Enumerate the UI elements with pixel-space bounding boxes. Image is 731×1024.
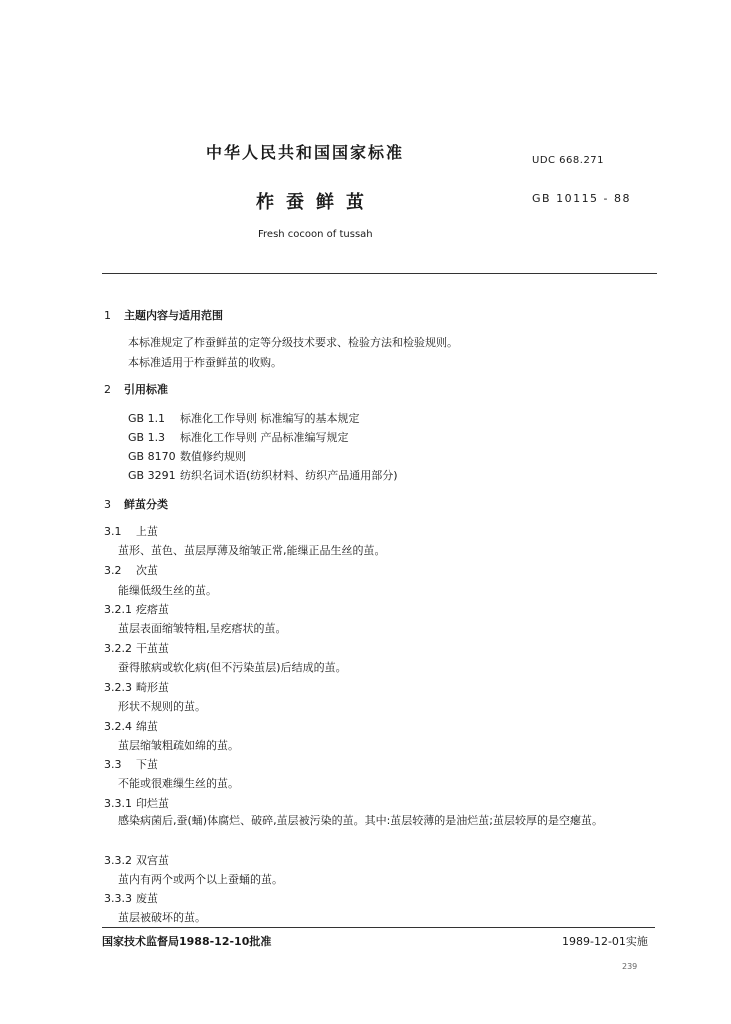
clause-heading <box>104 679 169 695</box>
clause-heading <box>104 562 158 578</box>
clause-number: 3.3.1 <box>104 797 132 810</box>
reference-code: GB 1.1 <box>128 412 166 425</box>
clause-definition: 形状不规则的茧。 <box>118 700 206 713</box>
clause-number: 3.3.2 <box>104 854 132 867</box>
clause-definition: 不能或很难缫生丝的茧。 <box>118 777 239 790</box>
clause-label: 畸形茧 <box>136 681 169 694</box>
footer-rule <box>102 927 655 928</box>
clause-heading <box>104 718 158 734</box>
page-number: 239 <box>622 962 638 971</box>
clause-heading <box>104 523 158 539</box>
header-rule <box>102 273 657 274</box>
clause-definition: 茧层缩皱粗疏如绵的茧。 <box>118 739 239 752</box>
paragraph: 本标准适用于柞蚕鲜茧的收购。 <box>128 356 282 369</box>
clause-label: 次茧 <box>136 564 158 577</box>
clause-heading <box>104 852 169 868</box>
clause-label: 上茧 <box>136 525 158 538</box>
udc-number: UDC 668.271 <box>532 155 605 166</box>
section-number: 3 <box>104 498 111 511</box>
clause-number: 3.2.4 <box>104 720 132 733</box>
clause-definition: 蚕得脓病或软化病(但不污染茧层)后结成的茧。 <box>118 661 347 674</box>
clause-definition: 茧层被破坏的茧。 <box>118 911 206 924</box>
section-title: 主题内容与适用范围 <box>124 309 223 322</box>
effective-date: 1989-12-01实施 <box>562 935 648 948</box>
national-standard-heading: 中华人民共和国国家标准 <box>206 143 405 162</box>
reference-item <box>128 467 398 483</box>
clause-heading <box>104 640 169 656</box>
reference-title: 纺织名词术语(纺织材料、纺织产品通用部分) <box>180 469 398 482</box>
clause-number: 3.1 <box>104 525 122 538</box>
clause-heading <box>104 601 169 617</box>
clause-definition: 茧形、茧色、茧层厚薄及缩皱正常,能缫正品生丝的茧。 <box>118 544 386 557</box>
clause-number: 3.2.1 <box>104 603 132 616</box>
reference-code: GB 8170 <box>128 450 176 463</box>
clause-definition: 茧层表面缩皱特粗,呈疙瘩状的茧。 <box>118 622 287 635</box>
clause-number: 3.2.3 <box>104 681 132 694</box>
clause-label: 下茧 <box>136 758 158 771</box>
reference-title: 标准化工作导则 产品标准编写规定 <box>180 431 349 444</box>
paragraph: 本标准规定了柞蚕鲜茧的定等分级技术要求、检验方法和检验规则。 <box>128 336 458 349</box>
clause-definition: 能缫低级生丝的茧。 <box>118 584 217 597</box>
clause-label: 干茧茧 <box>136 642 169 655</box>
reference-code: GB 1.3 <box>128 431 166 444</box>
clause-heading <box>104 890 158 906</box>
section-title: 引用标准 <box>124 383 168 396</box>
english-title: Fresh cocoon of tussah <box>258 229 373 240</box>
clause-number: 3.2 <box>104 564 122 577</box>
reference-title: 数值修约规则 <box>180 450 246 463</box>
clause-number: 3.3 <box>104 758 122 771</box>
reference-item <box>128 448 246 464</box>
reference-code: GB 3291 <box>128 469 176 482</box>
clause-label: 疙瘩茧 <box>136 603 169 616</box>
section-1-heading <box>104 307 223 323</box>
clause-label: 双宫茧 <box>136 854 169 867</box>
document-title: 柞蚕鲜茧 <box>256 192 376 213</box>
clause-number: 3.2.2 <box>104 642 132 655</box>
approval-line: 国家技术监督局1988-12-10批准 <box>102 935 272 948</box>
clause-definition: 感染病菌后,蚕(蛹)体腐烂、破碎,茧层被污染的茧。其中:茧层较薄的是油烂茧;茧层较厚的是空瘪茧。 <box>118 814 603 827</box>
reference-item <box>128 429 349 445</box>
clause-label: 废茧 <box>136 892 158 905</box>
gb-number: GB 10115 - 88 <box>532 192 632 205</box>
reference-title: 标准化工作导则 标准编写的基本规定 <box>180 412 360 425</box>
clause-definition: 茧内有两个或两个以上蚕蛹的茧。 <box>118 873 283 886</box>
reference-item <box>128 410 360 426</box>
clause-heading <box>104 756 158 772</box>
section-number: 1 <box>104 309 111 322</box>
clause-label: 印烂茧 <box>136 797 169 810</box>
section-3-heading <box>104 496 168 512</box>
section-title: 鲜茧分类 <box>124 498 168 511</box>
clause-number: 3.3.3 <box>104 892 132 905</box>
section-2-heading <box>104 381 168 397</box>
section-number: 2 <box>104 383 111 396</box>
clause-label: 绵茧 <box>136 720 158 733</box>
